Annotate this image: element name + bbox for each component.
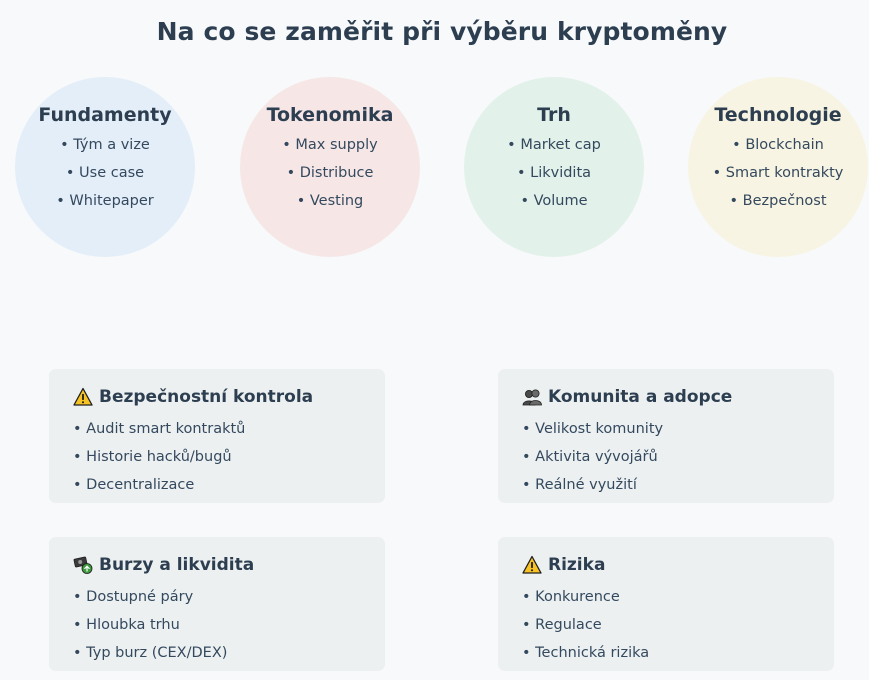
card-item: • Hloubka trhu	[73, 617, 180, 633]
card-title: Rizika	[548, 555, 606, 575]
card-item: • Audit smart kontraktů	[73, 421, 246, 437]
circle-item: • Market cap	[507, 137, 601, 153]
card-item: • Technická rizika	[522, 645, 650, 661]
circle-item: • Volume	[520, 193, 588, 209]
card-exchanges-liquidity	[49, 537, 385, 671]
card-title: Burzy a likvidita	[99, 555, 255, 575]
card-risks	[498, 537, 834, 671]
circle-title: Tokenomika	[266, 104, 394, 126]
warning-icon	[522, 555, 542, 575]
card-header	[522, 553, 834, 577]
circle-tokenomika	[240, 77, 420, 257]
card-title: Bezpečnostní kontrola	[99, 387, 314, 407]
circle-item: • Use case	[65, 165, 145, 181]
card-item: • Konkurence	[522, 589, 620, 605]
card-item: • Decentralizace	[73, 477, 195, 493]
circle-item: • Vesting	[296, 193, 364, 209]
exchange-icon	[73, 555, 93, 575]
circle-trh	[464, 77, 644, 257]
card-item: • Aktivita vývojářů	[522, 449, 658, 465]
circle-title: Trh	[537, 104, 571, 126]
card-title: Komunita a adopce	[548, 387, 733, 407]
circle-fundamenty	[15, 77, 195, 257]
circle-item: • Tým a vize	[60, 137, 150, 153]
circle-item: • Distribuce	[286, 165, 374, 181]
card-item: • Reálné využití	[522, 477, 637, 493]
circle-technologie	[688, 77, 868, 257]
card-community-adoption	[498, 369, 834, 503]
card-item: • Historie hacků/bugů	[73, 449, 232, 465]
circle-title: Technologie	[714, 104, 842, 126]
circle-item: • Likvidita	[516, 165, 592, 181]
page-title: Na co se zaměřit při výběru kryptoměny	[156, 17, 728, 46]
warning-icon	[73, 387, 93, 407]
card-header	[73, 553, 385, 577]
circle-item: • Smart kontrakty	[712, 165, 844, 181]
people-icon	[522, 387, 542, 407]
circle-title: Fundamenty	[38, 104, 172, 126]
card-item: • Typ burz (CEX/DEX)	[73, 645, 228, 661]
card-header	[522, 385, 834, 409]
card-header	[73, 385, 385, 409]
circle-item: • Whitepaper	[56, 193, 154, 209]
card-item: • Velikost komunity	[522, 421, 664, 437]
circle-item: • Max supply	[282, 137, 378, 153]
circle-item: • Blockchain	[732, 137, 824, 153]
circle-item: • Bezpečnost	[729, 193, 827, 209]
card-item: • Dostupné páry	[73, 589, 194, 605]
card-security-check	[49, 369, 385, 503]
card-item: • Regulace	[522, 617, 602, 633]
